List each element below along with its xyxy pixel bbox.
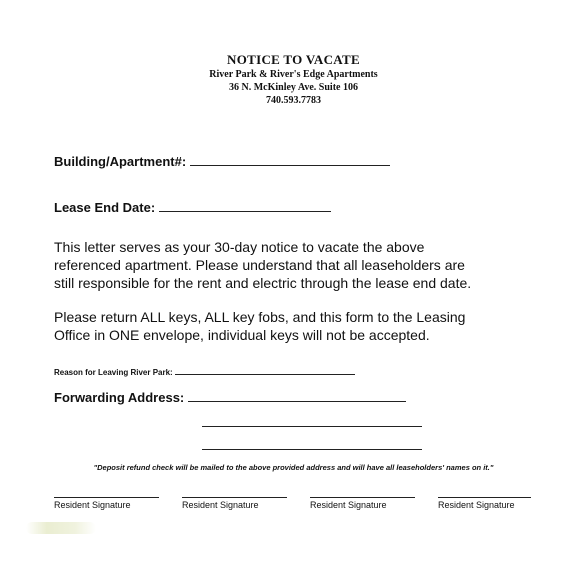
paragraph-line: This letter serves as your 30-day notice to vacate the above bbox=[54, 239, 425, 255]
forwarding-address-blank-1[interactable] bbox=[188, 389, 406, 402]
document-title: NOTICE TO VACATE bbox=[227, 52, 360, 67]
forwarding-address-label: Forwarding Address: bbox=[54, 390, 185, 405]
signature-label: Resident Signature bbox=[182, 500, 259, 510]
paragraph-line: Office in ONE envelope, individual keys will not be accepted. bbox=[54, 327, 430, 343]
paragraph-line: still responsible for the rent and electric through the lease end date. bbox=[54, 275, 472, 291]
reason-label: Reason for Leaving River Park: bbox=[54, 368, 173, 377]
property-phone: 740.593.7783 bbox=[266, 95, 321, 106]
document-header bbox=[0, 52, 585, 107]
forwarding-address-blank-3[interactable] bbox=[202, 449, 422, 450]
signature-label: Resident Signature bbox=[54, 500, 131, 510]
lease-end-row bbox=[54, 199, 331, 215]
reason-row bbox=[54, 365, 355, 377]
signature-block bbox=[54, 488, 159, 510]
faint-watermark-smudge bbox=[26, 522, 96, 534]
lease-end-label: Lease End Date: bbox=[54, 200, 156, 215]
signature-block bbox=[182, 488, 287, 510]
property-address: 36 N. McKinley Ave. Suite 106 bbox=[229, 82, 358, 93]
building-apartment-row bbox=[54, 153, 390, 169]
property-name: River Park & River's Edge Apartments bbox=[209, 69, 378, 80]
paragraph-line: referenced apartment. Please understand that all leaseholders are bbox=[54, 257, 465, 273]
signature-block bbox=[310, 488, 415, 510]
forwarding-address-row bbox=[54, 389, 406, 405]
signature-line[interactable] bbox=[310, 488, 415, 498]
signature-label: Resident Signature bbox=[438, 500, 515, 510]
paragraph-line: Please return ALL keys, ALL key fobs, and this form to the Leasing bbox=[54, 309, 466, 325]
forwarding-address-blank-2[interactable] bbox=[202, 426, 422, 427]
signature-label: Resident Signature bbox=[310, 500, 387, 510]
keys-paragraph bbox=[54, 308, 554, 344]
deposit-refund-note: "Deposit refund check will be mailed to the above provided address and will have all leaseholders' names on it." bbox=[93, 463, 494, 472]
building-apartment-label: Building/Apartment#: bbox=[54, 154, 187, 169]
signature-line[interactable] bbox=[54, 488, 159, 498]
reason-blank[interactable] bbox=[175, 365, 355, 375]
signature-block bbox=[438, 488, 531, 510]
signature-line[interactable] bbox=[438, 488, 531, 498]
building-apartment-blank[interactable] bbox=[190, 153, 390, 166]
notice-paragraph bbox=[54, 238, 554, 292]
signature-line[interactable] bbox=[182, 488, 287, 498]
lease-end-blank[interactable] bbox=[159, 199, 331, 212]
